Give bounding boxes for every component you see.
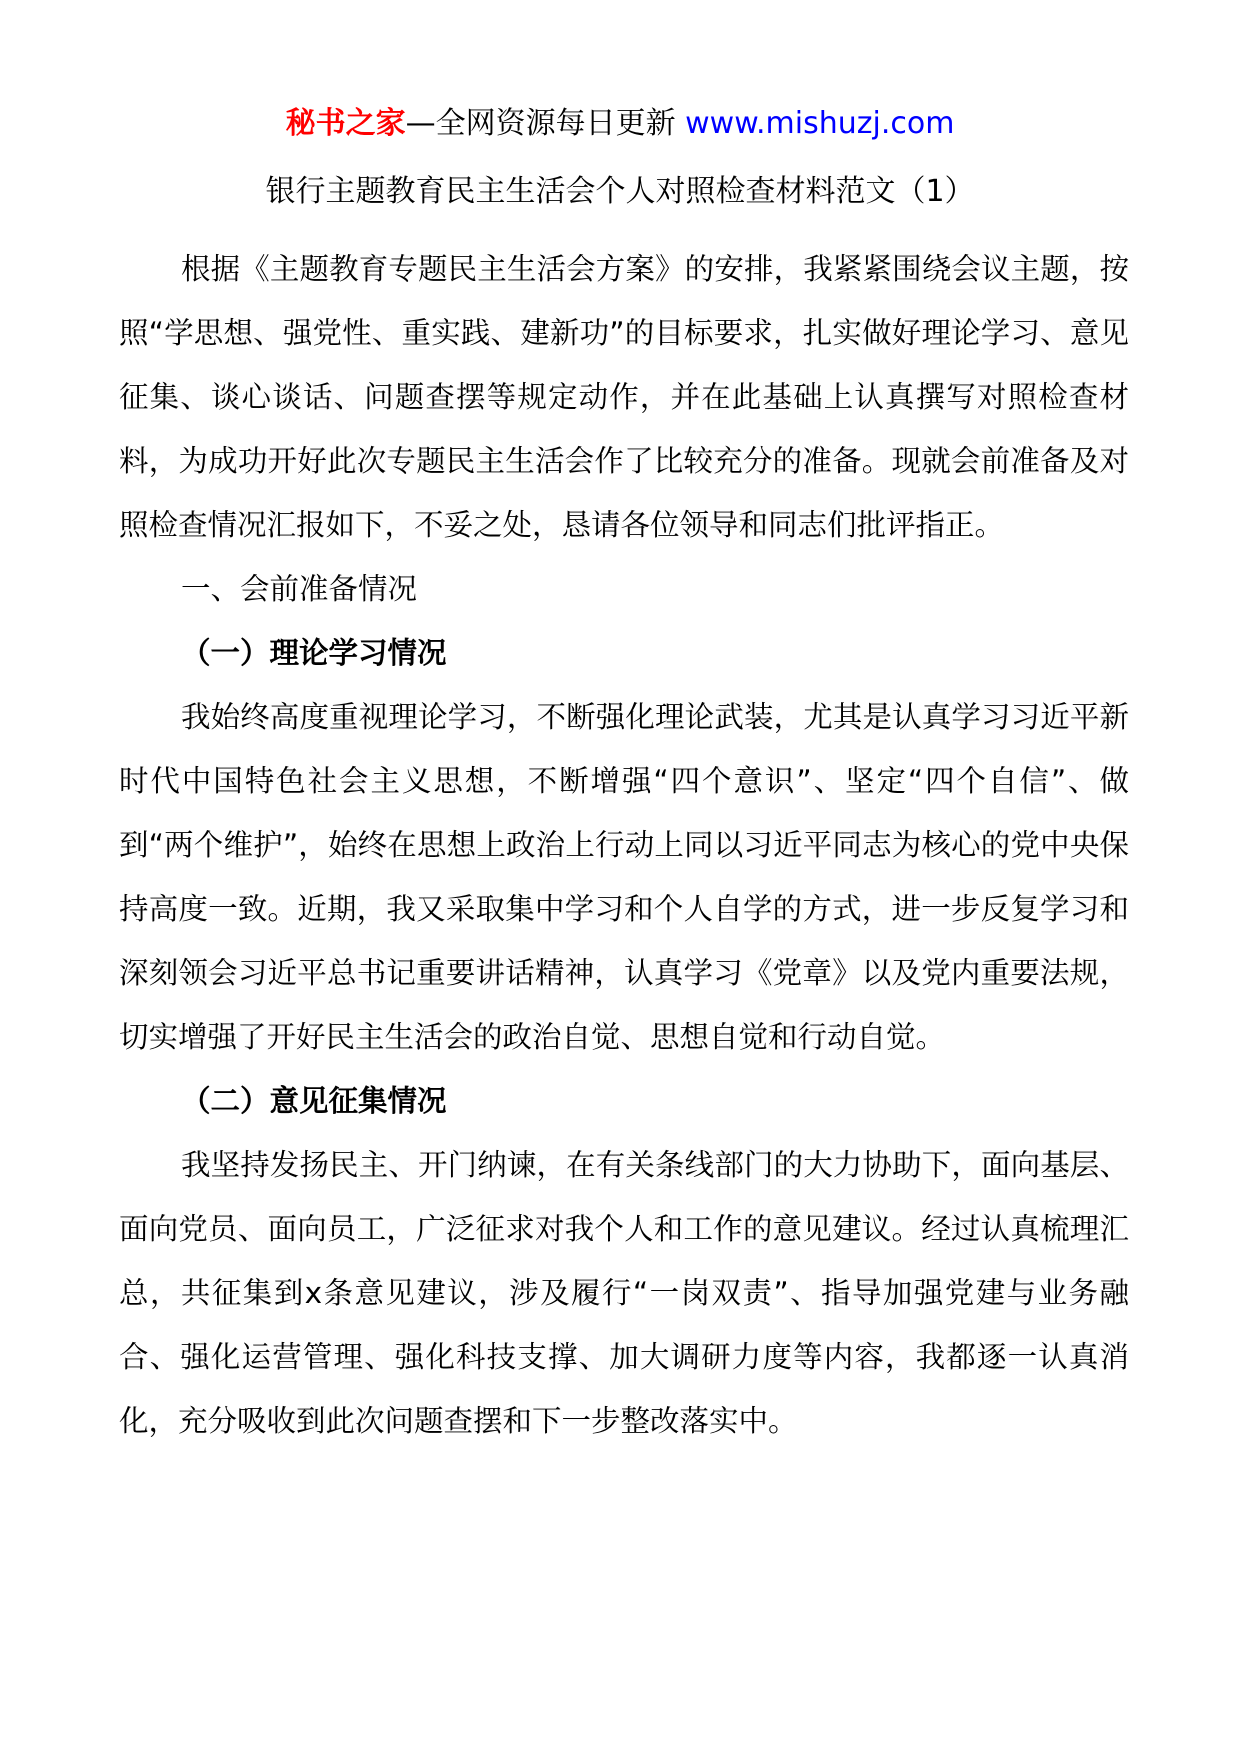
header-banner: [0, 98, 1240, 150]
section-heading-preparation: 一、会前准备情况: [181, 572, 418, 606]
subsection-heading-opinion-collection: （二）意见征集情况: [181, 1084, 447, 1118]
opinion-collection-paragraph: 我坚持发扬民主、开门纳谏，在有关条线部门的大力协助下，面向基层、面向党员、面向员工，广泛征求对我个人和工作的意见建议。经过认真梳理汇总，共征集到x条意见建议，涉及履行“一岗双责”、指导加强党建与业务融合、强化运营管理、强化科技支撑、加大调研力度等内容，我都逐一认真消化，充分吸收到此次问题查摆和下一步整改落实中。: [119, 1148, 1129, 1438]
header-tagline: —全网资源每日更新: [405, 106, 686, 141]
theory-study-paragraph: 我始终高度重视理论学习，不断强化理论武装，尤其是认真学习习近平新时代中国特色社会主义思想，不断增强“四个意识”、坚定“四个自信”、做到“两个维护”，始终在思想上政治上行动上同以习近平同志为核心的党中央保持高度一致。近期，我又采取集中学习和个人自学的方式，进一步反复学习和深刻领会习近平总书记重要讲话精神，认真学习《党章》以及党内重要法规，切实增强了开好民主生活会的政治自觉、思想自觉和行动自觉。: [119, 700, 1129, 1054]
intro-paragraph: 根据《主题教育专题民主生活会方案》的安排，我紧紧围绕会议主题，按照“学思想、强党性、重实践、建新功”的目标要求，扎实做好理论学习、意见征集、谈心谈话、问题查摆等规定动作，并在此基础上认真撰写对照检查材料，为成功开好此次专题民主生活会作了比较充分的准备。现就会前准备及对照检查情况汇报如下，不妥之处，恳请各位领导和同志们批评指正。: [119, 252, 1129, 542]
document-body: [119, 237, 1129, 1453]
subsection-heading-theory-study: （一）理论学习情况: [181, 636, 447, 670]
document-title: 银行主题教育民主生活会个人对照检查材料范文（1）: [265, 174, 975, 209]
brand-name: 秘书之家: [285, 106, 406, 141]
site-url-link[interactable]: www.mishuzj.com: [685, 106, 955, 141]
